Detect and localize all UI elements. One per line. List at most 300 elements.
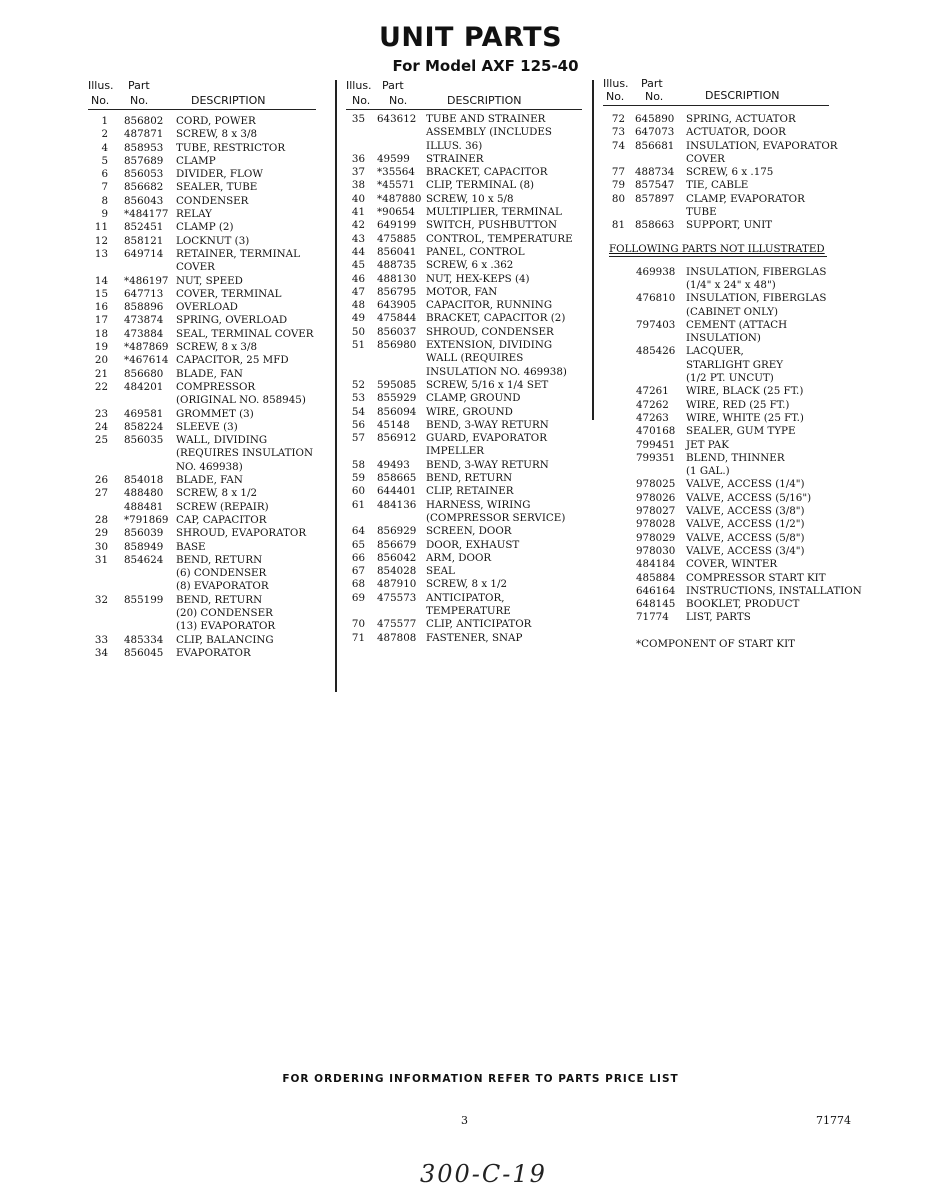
part-row	[346, 406, 591, 419]
illus-number: 16	[94, 301, 108, 314]
part-row	[346, 326, 591, 339]
part-row	[603, 492, 873, 505]
part-description: INSULATION, EVAPORATOR	[686, 139, 838, 152]
part-number: 856041	[377, 245, 417, 258]
part-description: BRACKET, CAPACITOR	[426, 166, 548, 179]
part-number: 978026	[636, 491, 676, 504]
illus-number: 25	[94, 434, 108, 447]
part-number: 978029	[636, 531, 676, 544]
illus-number: 29	[94, 527, 108, 540]
part-description: CORD, POWER	[176, 115, 256, 127]
part-number: *791869	[124, 513, 169, 526]
illus-number: 46	[351, 272, 365, 285]
part-description: CLIP, RETAINER	[426, 485, 514, 498]
part-row	[88, 394, 328, 407]
part-description: SCREW, 5/16 x 1/4 SET	[426, 378, 549, 391]
part-number: 475573	[377, 591, 417, 604]
part-row	[346, 539, 591, 552]
illus-number: 27	[94, 487, 108, 500]
part-number: 647073	[635, 126, 675, 139]
part-description: SEAL	[426, 565, 455, 578]
part-row	[346, 166, 591, 179]
part-number: 858121	[124, 234, 164, 247]
part-row	[603, 452, 873, 465]
part-description: CEMENT (ATTACH	[686, 318, 788, 331]
part-number: 856043	[124, 194, 164, 207]
part-number: 856802	[124, 115, 164, 127]
part-row	[88, 368, 328, 381]
not-illustrated-title: FOLLOWING PARTS NOT ILLUSTRATED	[609, 242, 825, 255]
page-subtitle: For Model AXF 125-40	[392, 57, 579, 75]
part-description: EXTENSION, DIVIDING	[426, 339, 553, 352]
part-number: 856912	[377, 432, 417, 445]
part-description: BLADE, FAN	[176, 474, 243, 487]
part-header-no: No.	[389, 94, 408, 107]
part-number: 488734	[635, 166, 675, 179]
part-number: 484184	[636, 558, 676, 571]
part-row	[603, 345, 873, 358]
part-description: ILLUS. 36)	[426, 139, 483, 152]
part-description: IMPELLER	[426, 445, 485, 458]
part-description: SLEEVE (3)	[176, 420, 238, 433]
part-number: 856039	[124, 527, 164, 540]
footnote: *COMPONENT OF START KIT	[636, 637, 796, 650]
part-description: VALVE, ACCESS (3/4")	[686, 544, 805, 557]
part-row	[346, 472, 591, 485]
part-description: NUT, HEX-KEPS (4)	[426, 272, 530, 285]
part-row	[346, 352, 591, 365]
part-number: *487880	[377, 192, 422, 205]
part-row	[88, 221, 328, 234]
illus-number: 59	[351, 472, 365, 485]
part-number: 857689	[124, 154, 164, 167]
part-number: 488480	[124, 487, 164, 500]
part-row	[603, 193, 873, 206]
illus-header-no: No.	[91, 94, 110, 107]
part-number: 855199	[124, 593, 164, 606]
part-description: CLIP, TERMINAL (8)	[426, 179, 535, 192]
illus-number: 49	[351, 312, 365, 325]
part-number: 473874	[124, 314, 164, 327]
part-row	[346, 592, 591, 605]
part-row	[88, 554, 328, 567]
part-row	[346, 233, 591, 246]
part-number: 799451	[636, 438, 676, 451]
part-row	[346, 206, 591, 219]
part-row	[88, 634, 328, 647]
part-description: COMPRESSOR	[176, 380, 256, 393]
part-description: RELAY	[176, 208, 212, 221]
part-row	[603, 140, 873, 153]
part-number: 646164	[636, 584, 676, 597]
illus-number: 42	[351, 219, 365, 232]
illus-number: 34	[94, 646, 108, 659]
part-description: BRACKET, CAPACITOR (2)	[426, 312, 566, 325]
part-description: ANTICIPATOR,	[426, 591, 505, 604]
part-number: 45148	[377, 418, 410, 431]
part-row	[346, 632, 591, 645]
part-number: 643612	[377, 113, 417, 125]
header-rule	[88, 109, 316, 110]
part-description: VALVE, ACCESS (1/2")	[686, 518, 805, 531]
part-row	[88, 647, 328, 660]
part-number: 488735	[377, 259, 417, 272]
part-description: TUBE	[686, 206, 717, 219]
part-description: SEALER, TUBE	[176, 181, 258, 194]
part-row	[88, 594, 328, 607]
part-description: HARNESS, WIRING	[426, 498, 531, 511]
part-description: LACQUER,	[686, 345, 744, 358]
illus-number: 71	[351, 631, 365, 644]
part-description: NO. 469938)	[176, 460, 243, 473]
not-illustrated-rule	[609, 256, 827, 257]
illus-number: 5	[101, 154, 108, 167]
illus-number: 28	[94, 513, 108, 526]
part-row	[346, 379, 591, 392]
part-description: (ORIGINAL NO. 858945)	[176, 394, 306, 407]
part-row	[603, 439, 873, 452]
part-description: VALVE, ACCESS (3/8")	[686, 505, 805, 518]
illus-number: 1	[101, 115, 108, 127]
part-description: ASSEMBLY (INCLUDES	[426, 126, 552, 139]
part-description: BEND, RETURN	[426, 472, 513, 485]
part-number: 647713	[124, 287, 164, 300]
illus-number: 44	[351, 245, 365, 258]
part-description: INSULATION)	[686, 332, 761, 345]
part-description: SUPPORT, UNIT	[686, 219, 773, 232]
part-description: BEND, RETURN	[176, 593, 263, 606]
part-description: CONDENSER	[176, 194, 249, 207]
column-divider-2	[592, 80, 594, 420]
part-row	[346, 392, 591, 405]
part-row	[603, 292, 873, 305]
part-number: 854624	[124, 553, 164, 566]
part-row	[88, 580, 328, 593]
part-number: 645890	[635, 113, 675, 125]
illus-number: 58	[351, 458, 365, 471]
part-description: (6) CONDENSER	[176, 567, 267, 580]
illus-number: 15	[94, 287, 108, 300]
part-row	[346, 552, 591, 565]
part-number: 475844	[377, 312, 417, 325]
part-row	[603, 219, 873, 232]
part-row	[603, 585, 873, 598]
part-row	[88, 155, 328, 168]
illus-number: 45	[351, 259, 365, 272]
part-number: 856680	[124, 367, 164, 380]
part-description: SHROUD, EVAPORATOR	[176, 527, 307, 540]
part-number: 488481	[124, 500, 164, 513]
part-row	[88, 115, 328, 128]
part-number: 485334	[124, 633, 164, 646]
part-row	[88, 181, 328, 194]
part-description: CLAMP (2)	[176, 221, 234, 234]
part-number: 473884	[124, 327, 164, 340]
part-description: CLIP, ANTICIPATOR	[426, 618, 532, 631]
illus-number: 36	[351, 152, 365, 165]
illus-number: 26	[94, 474, 108, 487]
illus-number: 6	[101, 168, 108, 181]
illus-number: 64	[351, 525, 365, 538]
part-row	[346, 459, 591, 472]
part-number: 856980	[377, 339, 417, 352]
handwritten-note: 300-C-19	[420, 1160, 547, 1188]
part-description: INSULATION, FIBERGLAS	[686, 292, 827, 305]
illus-number: 43	[351, 232, 365, 245]
description-header: DESCRIPTION	[191, 94, 266, 107]
part-row	[603, 412, 873, 425]
illus-number: 22	[94, 380, 108, 393]
part-description: STARLIGHT GREY	[686, 358, 784, 371]
part-number: 643905	[377, 299, 417, 312]
part-number: *467614	[124, 354, 169, 367]
part-row	[603, 425, 873, 438]
part-description: CLIP, BALANCING	[176, 633, 274, 646]
part-row	[346, 499, 591, 512]
part-row	[88, 514, 328, 527]
description-header: DESCRIPTION	[705, 89, 780, 102]
part-description: BEND, 3-WAY RETURN	[426, 458, 549, 471]
part-description: CLAMP, EVAPORATOR	[686, 192, 805, 205]
part-row	[346, 312, 591, 325]
part-number: 476810	[636, 292, 676, 305]
illus-number: 77	[611, 166, 625, 179]
part-number: 47261	[636, 385, 669, 398]
part-number: 978027	[636, 505, 676, 518]
header-rule	[603, 105, 829, 106]
part-description: WIRE, WHITE (25 FT.)	[686, 411, 804, 424]
illus-number: 12	[94, 234, 108, 247]
part-description: ACTUATOR, DOOR	[686, 126, 786, 139]
part-number: 49599	[377, 152, 410, 165]
part-description: CLAMP, GROUND	[426, 392, 521, 405]
part-row	[88, 288, 328, 301]
part-row	[346, 565, 591, 578]
part-number: 856929	[377, 525, 417, 538]
illus-number: 35	[351, 113, 365, 125]
part-description: (1/2 PT. UNCUT)	[686, 372, 774, 385]
part-row	[88, 235, 328, 248]
part-number: 854028	[377, 565, 417, 578]
part-number: 855929	[377, 392, 417, 405]
illus-number: 81	[611, 219, 625, 232]
illus-number: 60	[351, 485, 365, 498]
part-row	[88, 461, 328, 474]
illus-header-no: No.	[352, 94, 371, 107]
illus-header-top: Illus.	[88, 79, 114, 92]
part-row	[88, 421, 328, 434]
part-description: COVER, WINTER	[686, 558, 778, 571]
part-number: 856037	[377, 325, 417, 338]
part-number: *90654	[377, 206, 415, 219]
part-row	[88, 314, 328, 327]
part-number: 856795	[377, 285, 417, 298]
column-header	[346, 78, 591, 110]
part-description: RETAINER, TERMINAL	[176, 247, 300, 260]
illus-number: 57	[351, 432, 365, 445]
part-row	[346, 525, 591, 538]
part-row	[603, 572, 873, 585]
description-header: DESCRIPTION	[447, 94, 522, 107]
part-row	[603, 598, 873, 611]
part-header-top: Part	[382, 79, 404, 92]
part-description: CLAMP	[176, 154, 216, 167]
part-row	[603, 611, 873, 624]
part-description: TUBE AND STRAINER	[426, 113, 546, 125]
part-row	[88, 474, 328, 487]
part-number: *487869	[124, 341, 169, 354]
part-row	[346, 299, 591, 312]
part-number: 71774	[636, 611, 669, 624]
part-description: SPRING, ACTUATOR	[686, 113, 796, 125]
part-number: 649714	[124, 247, 164, 260]
illus-number: 68	[351, 578, 365, 591]
part-row	[88, 527, 328, 540]
part-row	[603, 113, 873, 126]
illus-number: 52	[351, 378, 365, 391]
part-row	[603, 126, 873, 139]
part-description: COVER	[176, 261, 215, 274]
illus-number: 67	[351, 565, 365, 578]
part-header-top: Part	[641, 77, 663, 90]
parts-rows	[603, 113, 873, 233]
part-number: 470168	[636, 425, 676, 438]
part-description: SCREEN, DOOR	[426, 525, 512, 538]
part-row	[88, 301, 328, 314]
part-description: MOTOR, FAN	[426, 285, 498, 298]
part-row	[88, 447, 328, 460]
illus-number: 4	[101, 141, 108, 154]
illus-number: 40	[351, 192, 365, 205]
ordering-footer: FOR ORDERING INFORMATION REFER TO PARTS PRICE LIST	[282, 1073, 679, 1085]
part-description: TIE, CABLE	[686, 179, 749, 192]
parts-column-2	[346, 78, 591, 645]
part-row	[603, 279, 873, 292]
illus-number: 69	[351, 591, 365, 604]
part-number: 856094	[377, 405, 417, 418]
part-row	[603, 319, 873, 332]
part-row	[346, 153, 591, 166]
part-description: GROMMET (3)	[176, 407, 254, 420]
illus-number: 17	[94, 314, 108, 327]
part-description: SCREW, 8 x 3/8	[176, 128, 258, 141]
part-description: SCREW, 8 x 1/2	[426, 578, 508, 591]
part-row	[88, 501, 328, 514]
part-number: 644401	[377, 485, 417, 498]
part-row	[346, 259, 591, 272]
illus-number: 53	[351, 392, 365, 405]
part-description: WIRE, BLACK (25 FT.)	[686, 385, 804, 398]
document-number: 71774	[816, 1114, 851, 1127]
part-description: BLADE, FAN	[176, 367, 243, 380]
not-illustrated-rows	[603, 266, 873, 625]
part-number: 978030	[636, 544, 676, 557]
parts-column-3	[603, 76, 873, 650]
illus-number: 20	[94, 354, 108, 367]
part-row	[346, 113, 591, 126]
illus-number: 50	[351, 325, 365, 338]
part-row	[88, 381, 328, 394]
part-header-no: No.	[130, 94, 149, 107]
part-number: 485426	[636, 345, 676, 358]
parts-rows	[346, 113, 591, 645]
part-row	[346, 193, 591, 206]
part-number: 595085	[377, 378, 417, 391]
part-number: 857547	[635, 179, 675, 192]
illus-number: 54	[351, 405, 365, 418]
illus-header-top: Illus.	[346, 79, 372, 92]
part-row	[88, 341, 328, 354]
part-number: 856681	[635, 139, 675, 152]
part-number: 487910	[377, 578, 417, 591]
illus-number: 79	[611, 179, 625, 192]
illus-number: 80	[611, 192, 625, 205]
part-row	[346, 605, 591, 618]
part-description: SEALER, GUM TYPE	[686, 425, 796, 438]
part-row	[346, 485, 591, 498]
part-description: SCREW, 8 x 3/8	[176, 341, 258, 354]
part-number: 47263	[636, 411, 669, 424]
part-row	[88, 487, 328, 500]
illus-number: 8	[101, 194, 108, 207]
part-description: SCREW, 10 x 5/8	[426, 192, 514, 205]
part-description: COVER, TERMINAL	[176, 287, 282, 300]
part-row	[346, 512, 591, 525]
illus-number: 33	[94, 633, 108, 646]
illus-number: 61	[351, 498, 365, 511]
part-row	[88, 541, 328, 554]
part-description: WALL (REQUIRES	[426, 352, 524, 365]
part-row	[603, 372, 873, 385]
part-description: ARM, DOOR	[426, 551, 492, 564]
part-description: (REQUIRES INSULATION	[176, 447, 313, 460]
illus-number: 13	[94, 247, 108, 260]
part-number: 475885	[377, 232, 417, 245]
part-number: 856053	[124, 168, 164, 181]
part-description: BASE	[176, 540, 206, 553]
illus-number: 30	[94, 540, 108, 553]
part-row	[346, 273, 591, 286]
part-header-no: No.	[645, 90, 664, 103]
part-row	[603, 478, 873, 491]
part-description: JET PAK	[686, 438, 729, 451]
part-description: BEND, RETURN	[176, 553, 263, 566]
part-description: SPRING, OVERLOAD	[176, 314, 288, 327]
part-number: 858665	[377, 472, 417, 485]
illus-number: 72	[611, 113, 625, 125]
part-row	[88, 208, 328, 221]
part-description: EVAPORATOR	[176, 646, 251, 659]
illus-header-top: Illus.	[603, 77, 629, 90]
part-number: *484177	[124, 208, 169, 221]
illus-number: 70	[351, 618, 365, 631]
part-row	[88, 620, 328, 633]
part-row	[346, 445, 591, 458]
header-rule	[346, 109, 582, 110]
part-number: 858224	[124, 420, 164, 433]
illus-number: 31	[94, 553, 108, 566]
illus-number: 56	[351, 418, 365, 431]
part-description: SWITCH, PUSHBUTTON	[426, 219, 558, 232]
part-header-top: Part	[128, 79, 150, 92]
illus-number: 23	[94, 407, 108, 420]
illus-number: 51	[351, 339, 365, 352]
part-row	[346, 578, 591, 591]
part-description: VALVE, ACCESS (5/8")	[686, 531, 805, 544]
part-row	[88, 607, 328, 620]
part-number: 47262	[636, 398, 669, 411]
part-description: SCREW, 8 x 1/2	[176, 487, 258, 500]
